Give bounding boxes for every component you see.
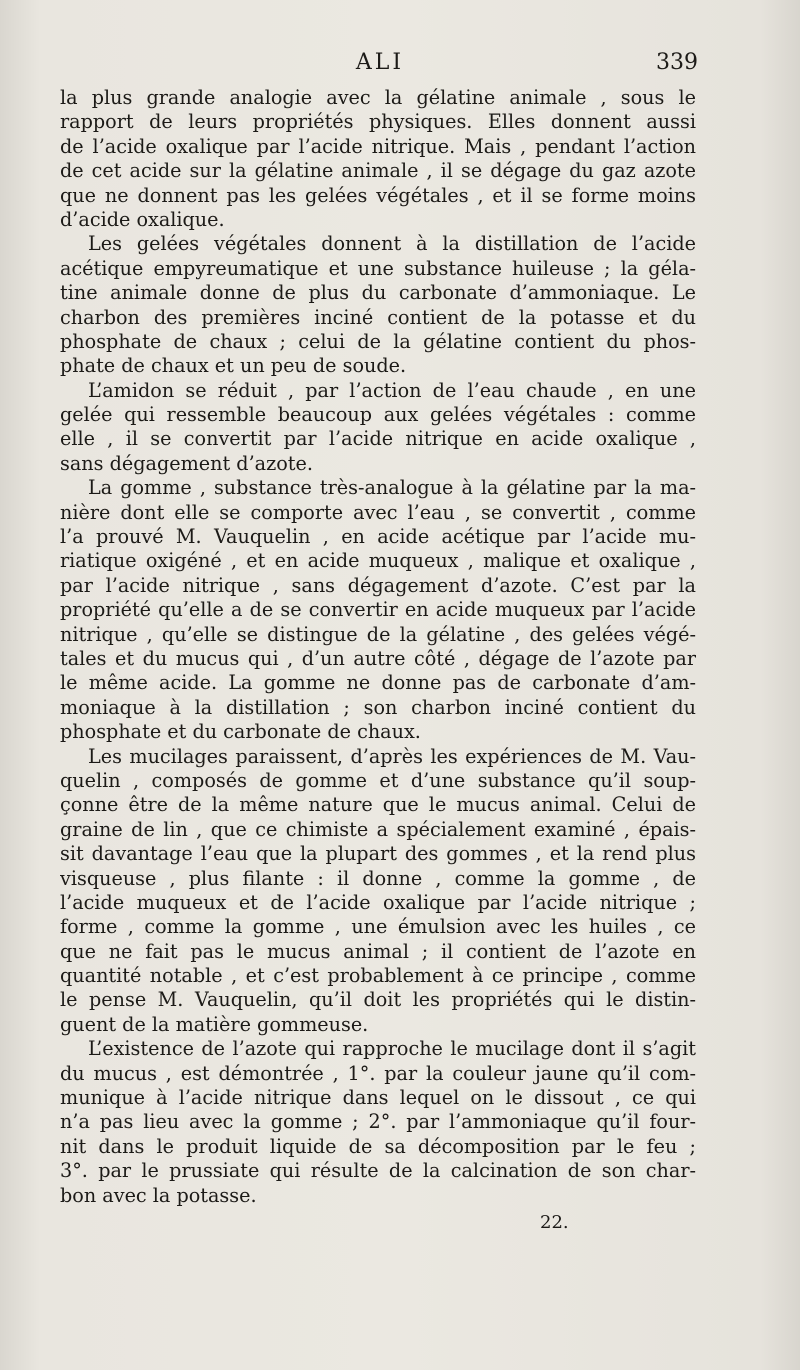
text-line: visqueuse , plus filante : il donne , comme la gomme , de: [60, 866, 696, 890]
text-line: n’a pas lieu avec la gomme ; 2°. par l’ammoniaque qu’il four-: [60, 1110, 696, 1134]
text-line: sit davantage l’eau que la plupart des gommes , et la rend plus: [60, 842, 696, 866]
text-line: 3°. par le prussiate qui résulte de la calcination de son char-: [60, 1159, 696, 1183]
text-line: charbon des premières inciné contient de la potasse et du: [60, 305, 696, 329]
text-line: tine animale donne de plus du carbonate d’ammoniaque. Le: [60, 281, 696, 305]
text-line: l’acide muqueux et de l’acide oxalique par l’acide nitrique ;: [60, 890, 696, 914]
text-line: nière dont elle se comporte avec l’eau , se convertit , comme: [60, 500, 696, 524]
text-line: çonne être de la même nature que le mucus animal. Celui de: [60, 793, 696, 817]
text-line: L’existence de l’azote qui rapproche le mucilage dont il s’agit: [88, 1037, 696, 1061]
text-line: Les mucilages paraissent, d’après les expériences de M. Vau-: [88, 744, 696, 768]
running-head: ALI: [355, 50, 405, 75]
text-line: bon avec la potasse.: [60, 1183, 257, 1207]
text-line: La gomme , substance très-analogue à la gélatine par la ma-: [88, 476, 696, 500]
text-line: quantité notable , et c’est probablement à ce principe , comme: [60, 964, 696, 988]
text-line: nitrique , qu’elle se distingue de la gélatine , des gelées végé-: [60, 622, 696, 646]
text-line: gelée qui ressemble beaucoup aux gelées végétales : comme: [60, 403, 696, 427]
text-line: la plus grande analogie avec la gélatine animale , sous le: [60, 86, 696, 109]
text-line: de cet acide sur la gélatine animale , il se dégage du gaz azote: [60, 159, 696, 183]
text-line: quelin , composés de gomme et d’une substance qu’il soup-: [60, 768, 696, 792]
text-line: du mucus , est démontrée , 1°. par la couleur jaune qu’il com-: [60, 1061, 696, 1085]
text-line: par l’acide nitrique , sans dégagement d’azote. C’est par la: [60, 573, 696, 597]
text-line: guent de la matière gommeuse.: [60, 1012, 369, 1036]
text-line: phosphate de chaux ; celui de la gélatine contient du phos-: [60, 329, 696, 353]
text-line: acétique empyreumatique et une substance huileuse ; la géla-: [60, 256, 696, 280]
text-line: graine de lin , que ce chimiste a spécialement examiné , épais-: [60, 817, 696, 841]
text-line: riatique oxigéné , et en acide muqueux , malique et oxalique ,: [60, 549, 696, 573]
text-line: Les gelées végétales donnent à la distillation de l’acide: [88, 232, 696, 256]
text-line: tales et du mucus qui , d’un autre côté , dégage de l’azote par: [60, 646, 696, 670]
text-line: sans dégagement d’azote.: [60, 451, 313, 475]
text-line: moniaque à la distillation ; son charbon inciné contient du: [60, 695, 696, 719]
text-line: phosphate et du carbonate de chaux.: [60, 720, 421, 744]
text-line: que ne donnent pas les gelées végétales , et il se forme moins: [60, 183, 696, 207]
text-line: d’acide oxalique.: [60, 207, 225, 231]
text-line: forme , comme la gomme , une émulsion avec les huiles , ce: [60, 915, 696, 939]
text-line: propriété qu’elle a de se convertir en acide muqueux par l’acide: [60, 598, 696, 622]
text-line: de l’acide oxalique par l’acide nitrique. Mais , pendant l’action: [60, 134, 696, 158]
text-line: l’a prouvé M. Vauquelin , en acide acétique par l’acide mu-: [60, 525, 696, 549]
text-line: elle , il se convertit par l’acide nitrique en acide oxalique ,: [60, 427, 696, 451]
text-line: nit dans le produit liquide de sa décomposition par le feu ;: [60, 1134, 696, 1158]
text-line: phate de chaux et un peu de soude.: [60, 354, 407, 378]
text-line: le même acide. La gomme ne donne pas de carbonate d’am-: [60, 671, 696, 695]
page-header: [60, 50, 700, 80]
text-line: rapport de leurs propriétés physiques. Elles donnent aussi: [60, 110, 696, 134]
signature-mark: 22.: [540, 1212, 569, 1233]
text-line: le pense M. Vauquelin, qu’il doit les propriétés qui le distin-: [60, 988, 696, 1012]
body-text: [60, 86, 696, 1208]
text-line: munique à l’acide nitrique dans lequel on le dissout , ce qui: [60, 1086, 696, 1110]
text-line: que ne fait pas le mucus animal ; il contient de l’azote en: [60, 939, 696, 963]
text-line: L’amidon se réduit , par l’action de l’eau chaude , en une: [88, 378, 696, 402]
page-number: 339: [656, 50, 698, 75]
